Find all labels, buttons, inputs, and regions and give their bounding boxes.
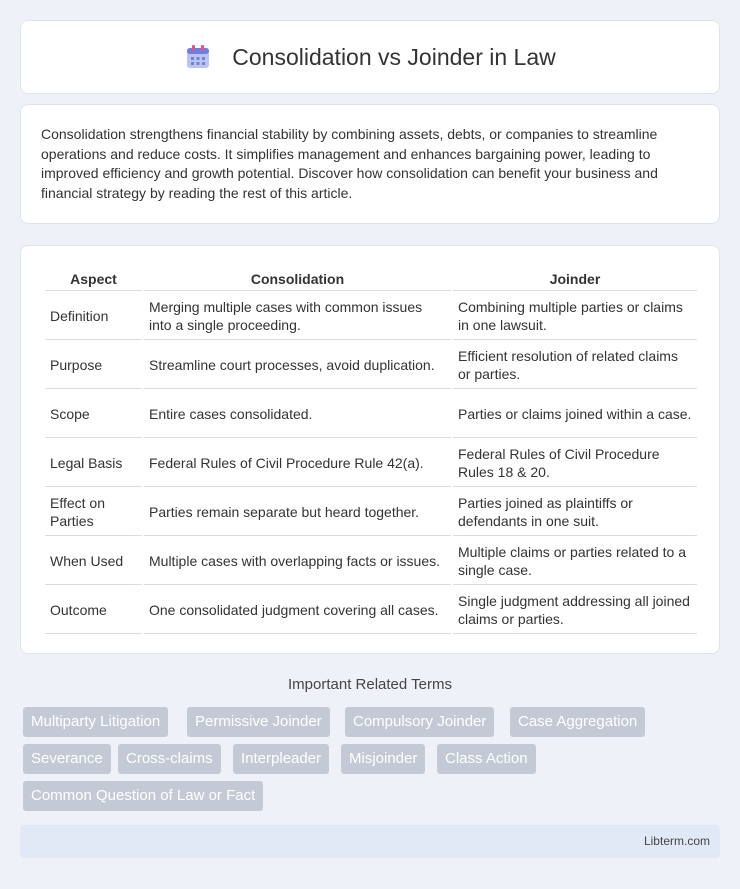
joinder-cell: Combining multiple parties or claims in one lawsuit. xyxy=(453,293,697,340)
related-term-tag[interactable]: Case Aggregation xyxy=(510,707,645,737)
table-header-row xyxy=(45,268,697,291)
related-term-tag[interactable]: Permissive Joinder xyxy=(187,707,330,737)
aspect-cell: When Used xyxy=(45,538,142,585)
joinder-cell: Parties or claims joined within a case. xyxy=(453,391,697,438)
related-term-tag[interactable]: Misjoinder xyxy=(341,744,425,774)
consolidation-cell: Entire cases consolidated. xyxy=(144,391,451,438)
intro-text: Consolidation strengthens financial stability by combining assets, debts, or companies to streamline operations and reduce costs. It simplifies management and enhances bargaining power, leading to improved efficiency and growth potential. Discover how consolidation can benefit your business and financial strategy by reading the rest of this article. xyxy=(41,126,658,201)
aspect-cell: Definition xyxy=(45,293,142,340)
aspect-cell: Scope xyxy=(45,391,142,438)
comparison-table-card xyxy=(20,245,720,654)
footer-brand[interactable]: Libterm.com xyxy=(643,834,710,848)
table-row xyxy=(45,538,697,585)
consolidation-cell: Multiple cases with overlapping facts or issues. xyxy=(144,538,451,585)
calendar-icon xyxy=(184,43,212,71)
consolidation-cell: Parties remain separate but heard together. xyxy=(144,489,451,536)
consolidation-cell: Streamline court processes, avoid duplication. xyxy=(144,342,451,389)
aspect-cell: Purpose xyxy=(45,342,142,389)
joinder-cell: Efficient resolution of related claims or parties. xyxy=(453,342,697,389)
consolidation-cell: Federal Rules of Civil Procedure Rule 42(a). xyxy=(144,440,451,487)
joinder-cell: Parties joined as plaintiffs or defendants in one suit. xyxy=(453,489,697,536)
joinder-cell: Multiple claims or parties related to a single case. xyxy=(453,538,697,585)
related-terms-title: Important Related Terms xyxy=(288,676,452,693)
header-card xyxy=(20,20,720,94)
related-term-tag[interactable]: Multiparty Litigation xyxy=(23,707,168,737)
header-aspect: Aspect xyxy=(45,268,142,291)
related-term-tag[interactable]: Compulsory Joinder xyxy=(345,707,494,737)
header-joinder: Joinder xyxy=(453,268,697,291)
joinder-cell: Single judgment addressing all joined claims or parties. xyxy=(453,587,697,634)
related-term-tag[interactable]: Class Action xyxy=(437,744,536,774)
related-term-tag[interactable]: Common Question of Law or Fact xyxy=(23,781,263,811)
consolidation-cell: One consolidated judgment covering all cases. xyxy=(144,587,451,634)
table-row xyxy=(45,342,697,389)
related-term-tag[interactable]: Interpleader xyxy=(233,744,329,774)
table-row xyxy=(45,587,697,634)
header-consolidation: Consolidation xyxy=(144,268,451,291)
aspect-cell: Effect on Parties xyxy=(45,489,142,536)
aspect-cell: Outcome xyxy=(45,587,142,634)
footer xyxy=(20,825,720,858)
table-row xyxy=(45,391,697,438)
table-row xyxy=(45,440,697,487)
table-row xyxy=(45,489,697,536)
related-term-tag[interactable]: Cross-claims xyxy=(118,744,221,774)
joinder-cell: Federal Rules of Civil Procedure Rules 18 & 20. xyxy=(453,440,697,487)
page-title: Consolidation vs Joinder in Law xyxy=(232,43,556,70)
aspect-cell: Legal Basis xyxy=(45,440,142,487)
consolidation-cell: Merging multiple cases with common issues into a single proceeding. xyxy=(144,293,451,340)
comparison-table xyxy=(43,266,699,636)
intro-card xyxy=(20,104,720,224)
table-row xyxy=(45,293,697,340)
related-term-tag[interactable]: Severance xyxy=(23,744,111,774)
